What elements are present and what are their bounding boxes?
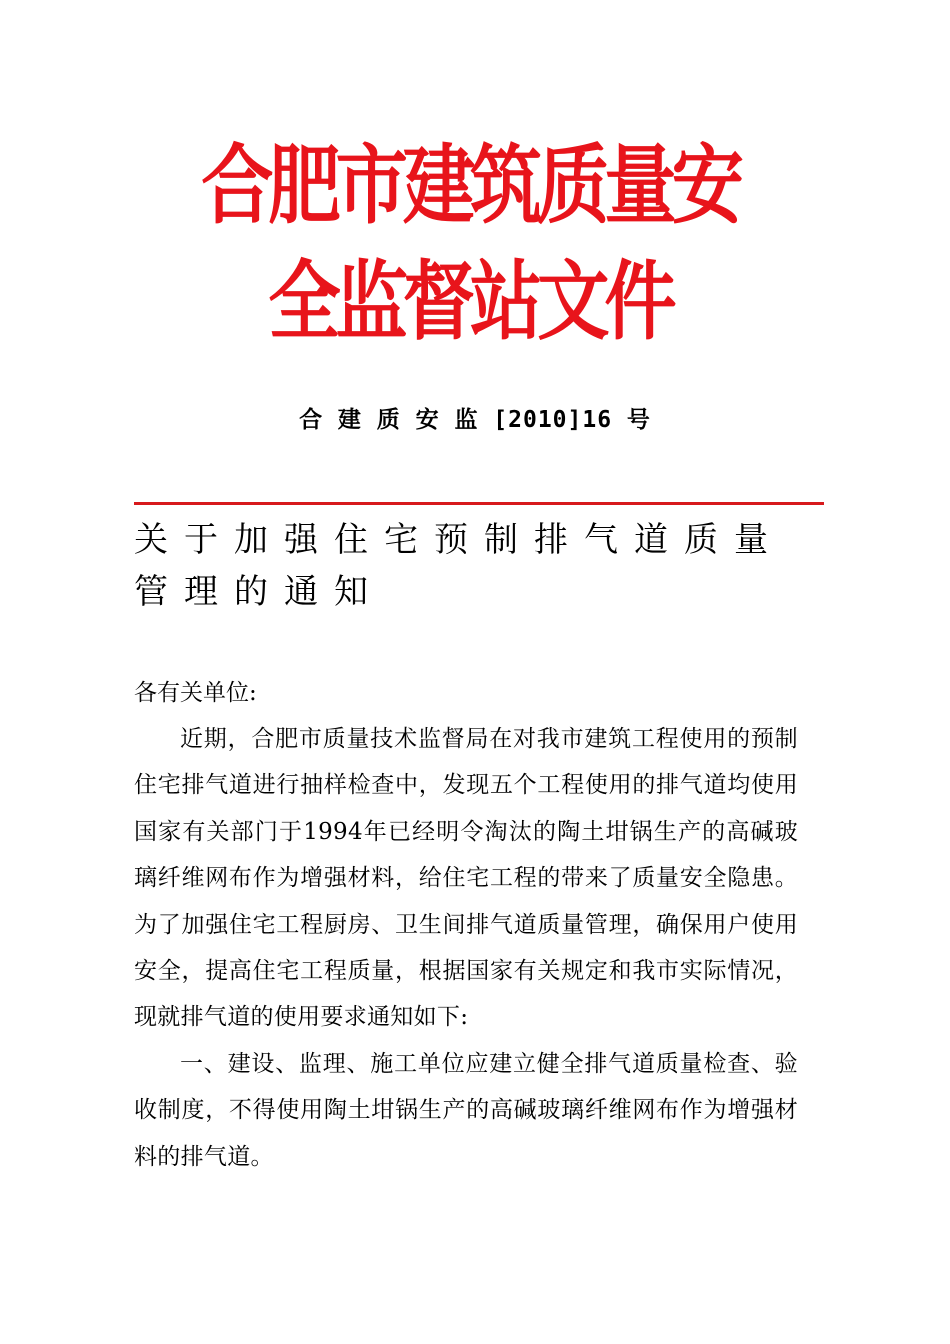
document-number: 合 建 质 安 监 [2010]16 号 (299, 407, 651, 433)
red-divider-rule (134, 502, 824, 505)
body-text (134, 716, 798, 1180)
document-title: 关于加强住宅预制排气道质量管理的通知 (134, 520, 784, 612)
paragraph: 近期，合肥市质量技术监督局在对我市建筑工程使用的预制住宅排气道进行抽样检查中，发现五个工程使用的排气道均使用国家有关部门于1994年已经明令淘汰的陶土坩锅生产的高碱玻璃纤维网布作为增强材料，给住宅工程的带来了质量安全隐患。为了加强住宅工程厨房、卫生间排气道质量管理，确保用户使用安全，提高住宅工程质量，根据国家有关规定和我市实际情况，现就排气道的使用要求通知如下: (134, 726, 798, 1031)
paragraph: 一、建设、监理、施工单位应建立健全排气道质量检查、验收制度，不得使用陶土坩锅生产的高碱玻璃纤维网布作为增强材料的排气道。 (134, 1050, 798, 1170)
masthead: 合肥市建筑质量安全监督站文件 (201, 136, 739, 352)
addressee: 各有关单位: (134, 680, 257, 706)
